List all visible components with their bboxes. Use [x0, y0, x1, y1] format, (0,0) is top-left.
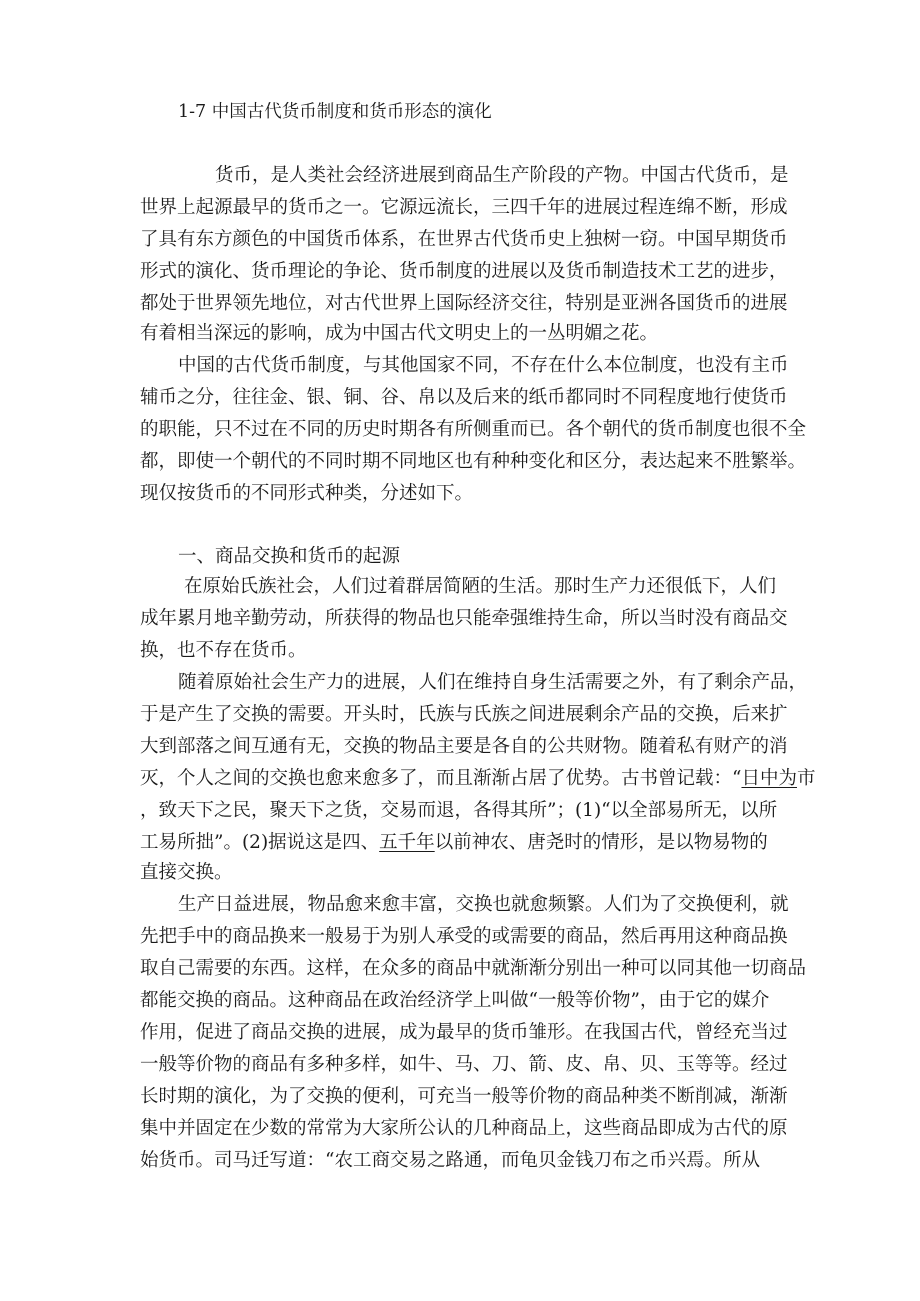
paragraph-line: 成年累月地辛勤劳动，所获得的物品也只能牵强维持生命，所以当时没有商品交: [140, 608, 788, 629]
paragraph-line: 先把手中的商品换来一般易于为别人承受的或需要的商品，然后再用这种商品换: [140, 926, 788, 947]
paragraph-line: 都能交换的商品。这种商品在政治经济学上叫做“一般等价物”，由于它的媒介: [140, 990, 770, 1011]
text-run: 工易所拙”。(2)据说这是四、: [140, 832, 380, 853]
paragraph-line: 辅币之分，往往金、银、铜、谷、帛以及后来的纸币都同时不同程度地行使货币: [140, 387, 788, 408]
underlined-text: 五千年: [379, 832, 435, 853]
paragraph-line: 长时期的演化，为了交换的便利，可充当一般等价物的商品种类不断削减，渐渐: [140, 1086, 788, 1107]
paragraph-line: 换，也不存在货币。: [140, 640, 307, 661]
section-heading: 一、商品交换和货币的起源: [178, 546, 401, 567]
paragraph-line: 始货币。司马迁写道：“农工商交易之路通，而龟贝金钱刀布之币兴焉。所从: [140, 1150, 760, 1171]
paragraph-line: 大到部落之间互通有无，交换的物品主要是各自的公共财物。随着私有财产的消: [140, 736, 788, 757]
paragraph-line: 直接交换。: [140, 862, 233, 883]
paragraph-line: 集中并固定在少数的常常为大家所公认的几种商品上，这些商品即成为古代的原: [140, 1118, 788, 1139]
text-run: 市: [796, 768, 816, 789]
document-title: 1-7 中国古代货币制度和货币形态的演化: [178, 102, 492, 122]
paragraph-line: 于是产生了交换的需要。开头时，氏族与氏族之间进展剩余产品的交换，后来扩: [140, 704, 788, 725]
text-run: 以前神农、唐尧时的情形，是以物易物的: [434, 832, 768, 853]
paragraph-line: 的职能，只不过在不同的历史时期各有所侧重而已。各个朝代的货币制度也很不全: [140, 419, 807, 440]
paragraph-line: [140, 831, 768, 855]
paragraph-line: 都，即使一个朝代的不同时期不同地区也有种种变化和区分，表达起来不胜繁举。: [140, 451, 807, 472]
paragraph-line: 现仅按货币的不同形式种类，分述如下。: [140, 483, 474, 504]
paragraph-line: 中国的古代货币制度，与其他国家不同，不存在什么本位制度，也没有主币: [178, 355, 789, 376]
paragraph-line: 随着原始社会生产力的进展，人们在维持自身生活需要之外，有了剩余产品，: [178, 672, 808, 693]
underlined-text: 日中为: [741, 768, 797, 789]
paragraph-line: 有着相当深远的影响，成为中国古代文明史上的一丛明媚之花。: [140, 323, 659, 344]
paragraph-line: 一般等价物的商品有多种多样，如牛、马、刀、箭、皮、帛、贝、玉等等。经过: [140, 1054, 788, 1075]
paragraph-line: 取自己需要的东西。这样，在众多的商品中就渐渐分别出一种可以同其他一切商品: [140, 958, 807, 979]
paragraph-line: 在原始氏族社会，人们过着群居简陋的生活。那时生产力还很低下，人们: [184, 576, 777, 597]
paragraph-line: [140, 767, 816, 791]
paragraph-line: ，致天下之民，聚天下之货，交易而退，各得其所”；(1)“以全部易所无，以所: [140, 800, 778, 821]
text-run: 灭，个人之间的交换也愈来愈多了，而且渐渐占居了优势。古书曾记载：“: [140, 768, 742, 789]
paragraph-line: 生产日益进展，物品愈来愈丰富，交换也就愈频繁。人们为了交换便利，就: [178, 894, 789, 915]
paragraph-line: 货币，是人类社会经济进展到商品生产阶段的产物。中国古代货币，是: [215, 165, 789, 186]
paragraph-line: 世界上起源最早的货币之一。它源远流长，三四千年的进展过程连绵不断，形成: [140, 197, 788, 218]
paragraph-line: 都处于世界领先地位，对古代世界上国际经济交往，特别是亚洲各国货币的进展: [140, 293, 788, 314]
paragraph-line: 了具有东方颜色的中国货币体系，在世界古代货币史上独树一窃。中国早期货币: [140, 229, 788, 250]
paragraph-line: 作用，促进了商品交换的进展，成为最早的货币雏形。在我国古代，曾经充当过: [140, 1022, 788, 1043]
paragraph-line: 形式的演化、货币理论的争论、货币制度的进展以及货币制造技术工艺的进步，: [140, 261, 788, 282]
